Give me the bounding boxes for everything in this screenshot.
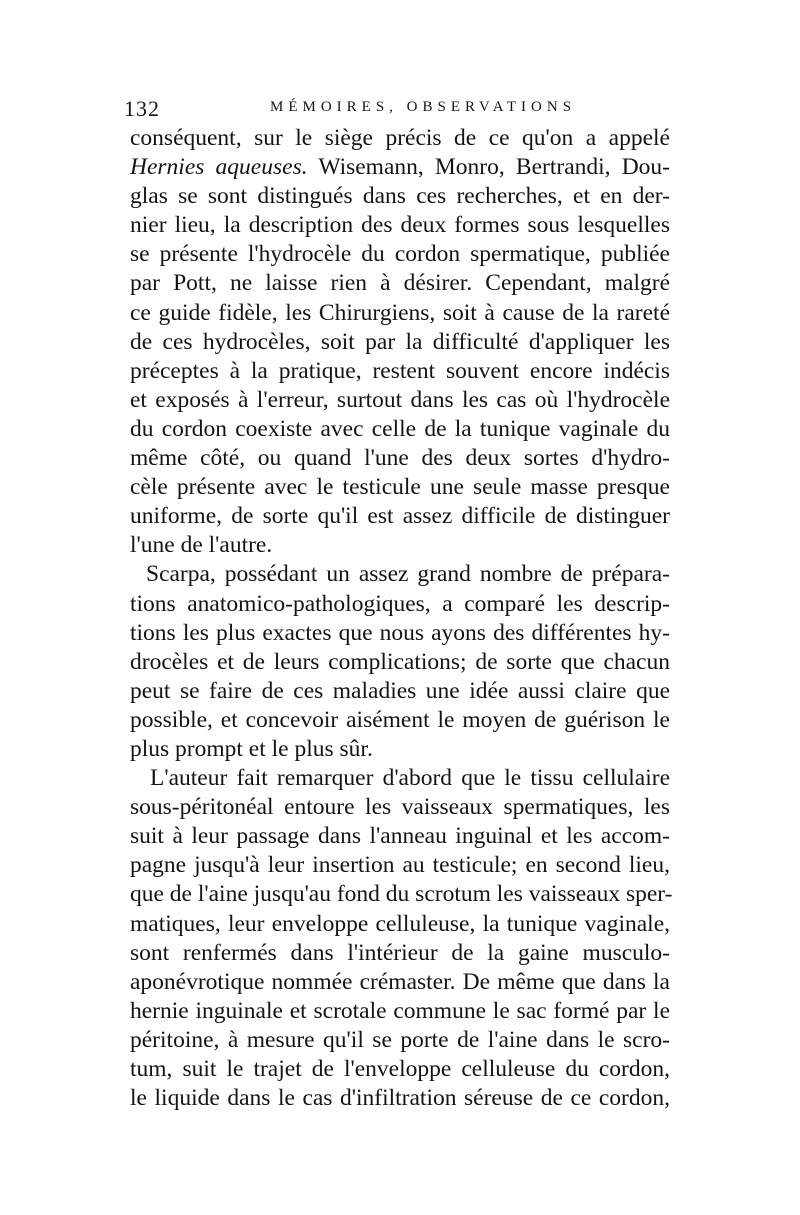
running-head <box>124 96 684 120</box>
text-line-19: drocèles et de leurs complications; de sorte que chacun <box>130 648 670 675</box>
text-line-11: du cordon coexiste avec celle de la tunique vaginale du <box>130 415 670 442</box>
text-line-24: sous-péritonéal entoure les vaisseaux spermatiques, les <box>130 794 670 821</box>
text-line-6: par Pott, ne laisse rien à désirer. Cependant, malgré <box>130 270 670 297</box>
text-line-5: se présente l'hydrocèle du cordon spermatique, publiée <box>130 241 670 268</box>
text-line-12: même côté, ou quand l'une des deux sortes d'hydro- <box>130 445 670 472</box>
text-line-1: conséquent, sur le siège précis de ce qu'on a appelé <box>130 125 670 151</box>
text-line-2-rest: Wisemann, Monro, Bertrandi, Dou- <box>318 154 670 181</box>
text-line-32: péritoine, à mesure qu'il se porte de l'aine dans le scro- <box>130 1026 670 1053</box>
text-line-13: cèle présente avec le testicule une seule masse presque <box>130 474 670 501</box>
text-line-15: l'une de l'autre. <box>130 532 273 559</box>
text-line-3: glas se sont distingués dans ces recherches, et en der- <box>130 183 670 210</box>
text-line-14: uniforme, de sorte qu'il est assez difficile de distinguer <box>130 503 670 530</box>
text-line-34: le liquide dans le cas d'infiltration séreuse de ce cordon, <box>130 1085 670 1112</box>
text-line-29: sont renfermés dans l'intérieur de la gaine musculo- <box>130 939 670 966</box>
text-line-2 <box>130 153 670 182</box>
text-line-18: tions les plus exactes que nous ayons des différentes hy- <box>130 619 670 646</box>
text-line-25: suit à leur passage dans l'anneau inguinal et les accom- <box>130 823 670 850</box>
text-line-23: L'auteur fait remarquer d'abord que le tissu cellulaire <box>150 765 670 792</box>
text-line-16: Scarpa, possédant un assez grand nombre de prépara- <box>146 561 670 588</box>
text-line-9: préceptes à la pratique, restent souvent encore indécis <box>130 357 670 384</box>
text-line-21: possible, et concevoir aisément le moyen de guérison le <box>130 706 670 733</box>
text-line-10: et exposés à l'erreur, surtout dans les cas où l'hydrocèle <box>130 386 670 413</box>
italic-term: Hernies aqueuses. <box>130 154 308 181</box>
text-line-7: ce guide fidèle, les Chirurgiens, soit à cause de la rareté <box>130 299 670 326</box>
page-number: 132 <box>124 96 160 121</box>
text-line-22: plus prompt et le plus sûr. <box>130 735 373 762</box>
text-line-33: tum, suit le trajet de l'enveloppe celluleuse du cordon, <box>130 1056 670 1082</box>
text-line-31: hernie inguinale et scrotale commune le sac formé par le <box>130 997 670 1024</box>
text-line-20: peut se faire de ces maladies une idée aussi claire que <box>130 677 670 704</box>
running-title: MÉMOIRES, OBSERVATIONS <box>270 99 577 115</box>
text-line-30: aponévrotique nommée crémaster. De même que dans la <box>130 968 670 995</box>
body-text <box>130 124 673 1113</box>
text-line-28: matiques, leur enveloppe celluleuse, la tunique vaginale, <box>130 910 670 937</box>
text-line-17: tions anatomico-pathologiques, a comparé les descrip- <box>130 590 670 617</box>
text-line-26: pagne jusqu'à leur insertion au testicule; en second lieu, <box>130 852 670 879</box>
text-line-4: nier lieu, la description des deux formes sous lesquelles <box>130 212 670 239</box>
text-line-27: que de l'aine jusqu'au fond du scrotum les vaisseaux sper- <box>130 881 673 908</box>
text-line-8: de ces hydrocèles, soit par la difficulté d'appliquer les <box>130 328 670 355</box>
